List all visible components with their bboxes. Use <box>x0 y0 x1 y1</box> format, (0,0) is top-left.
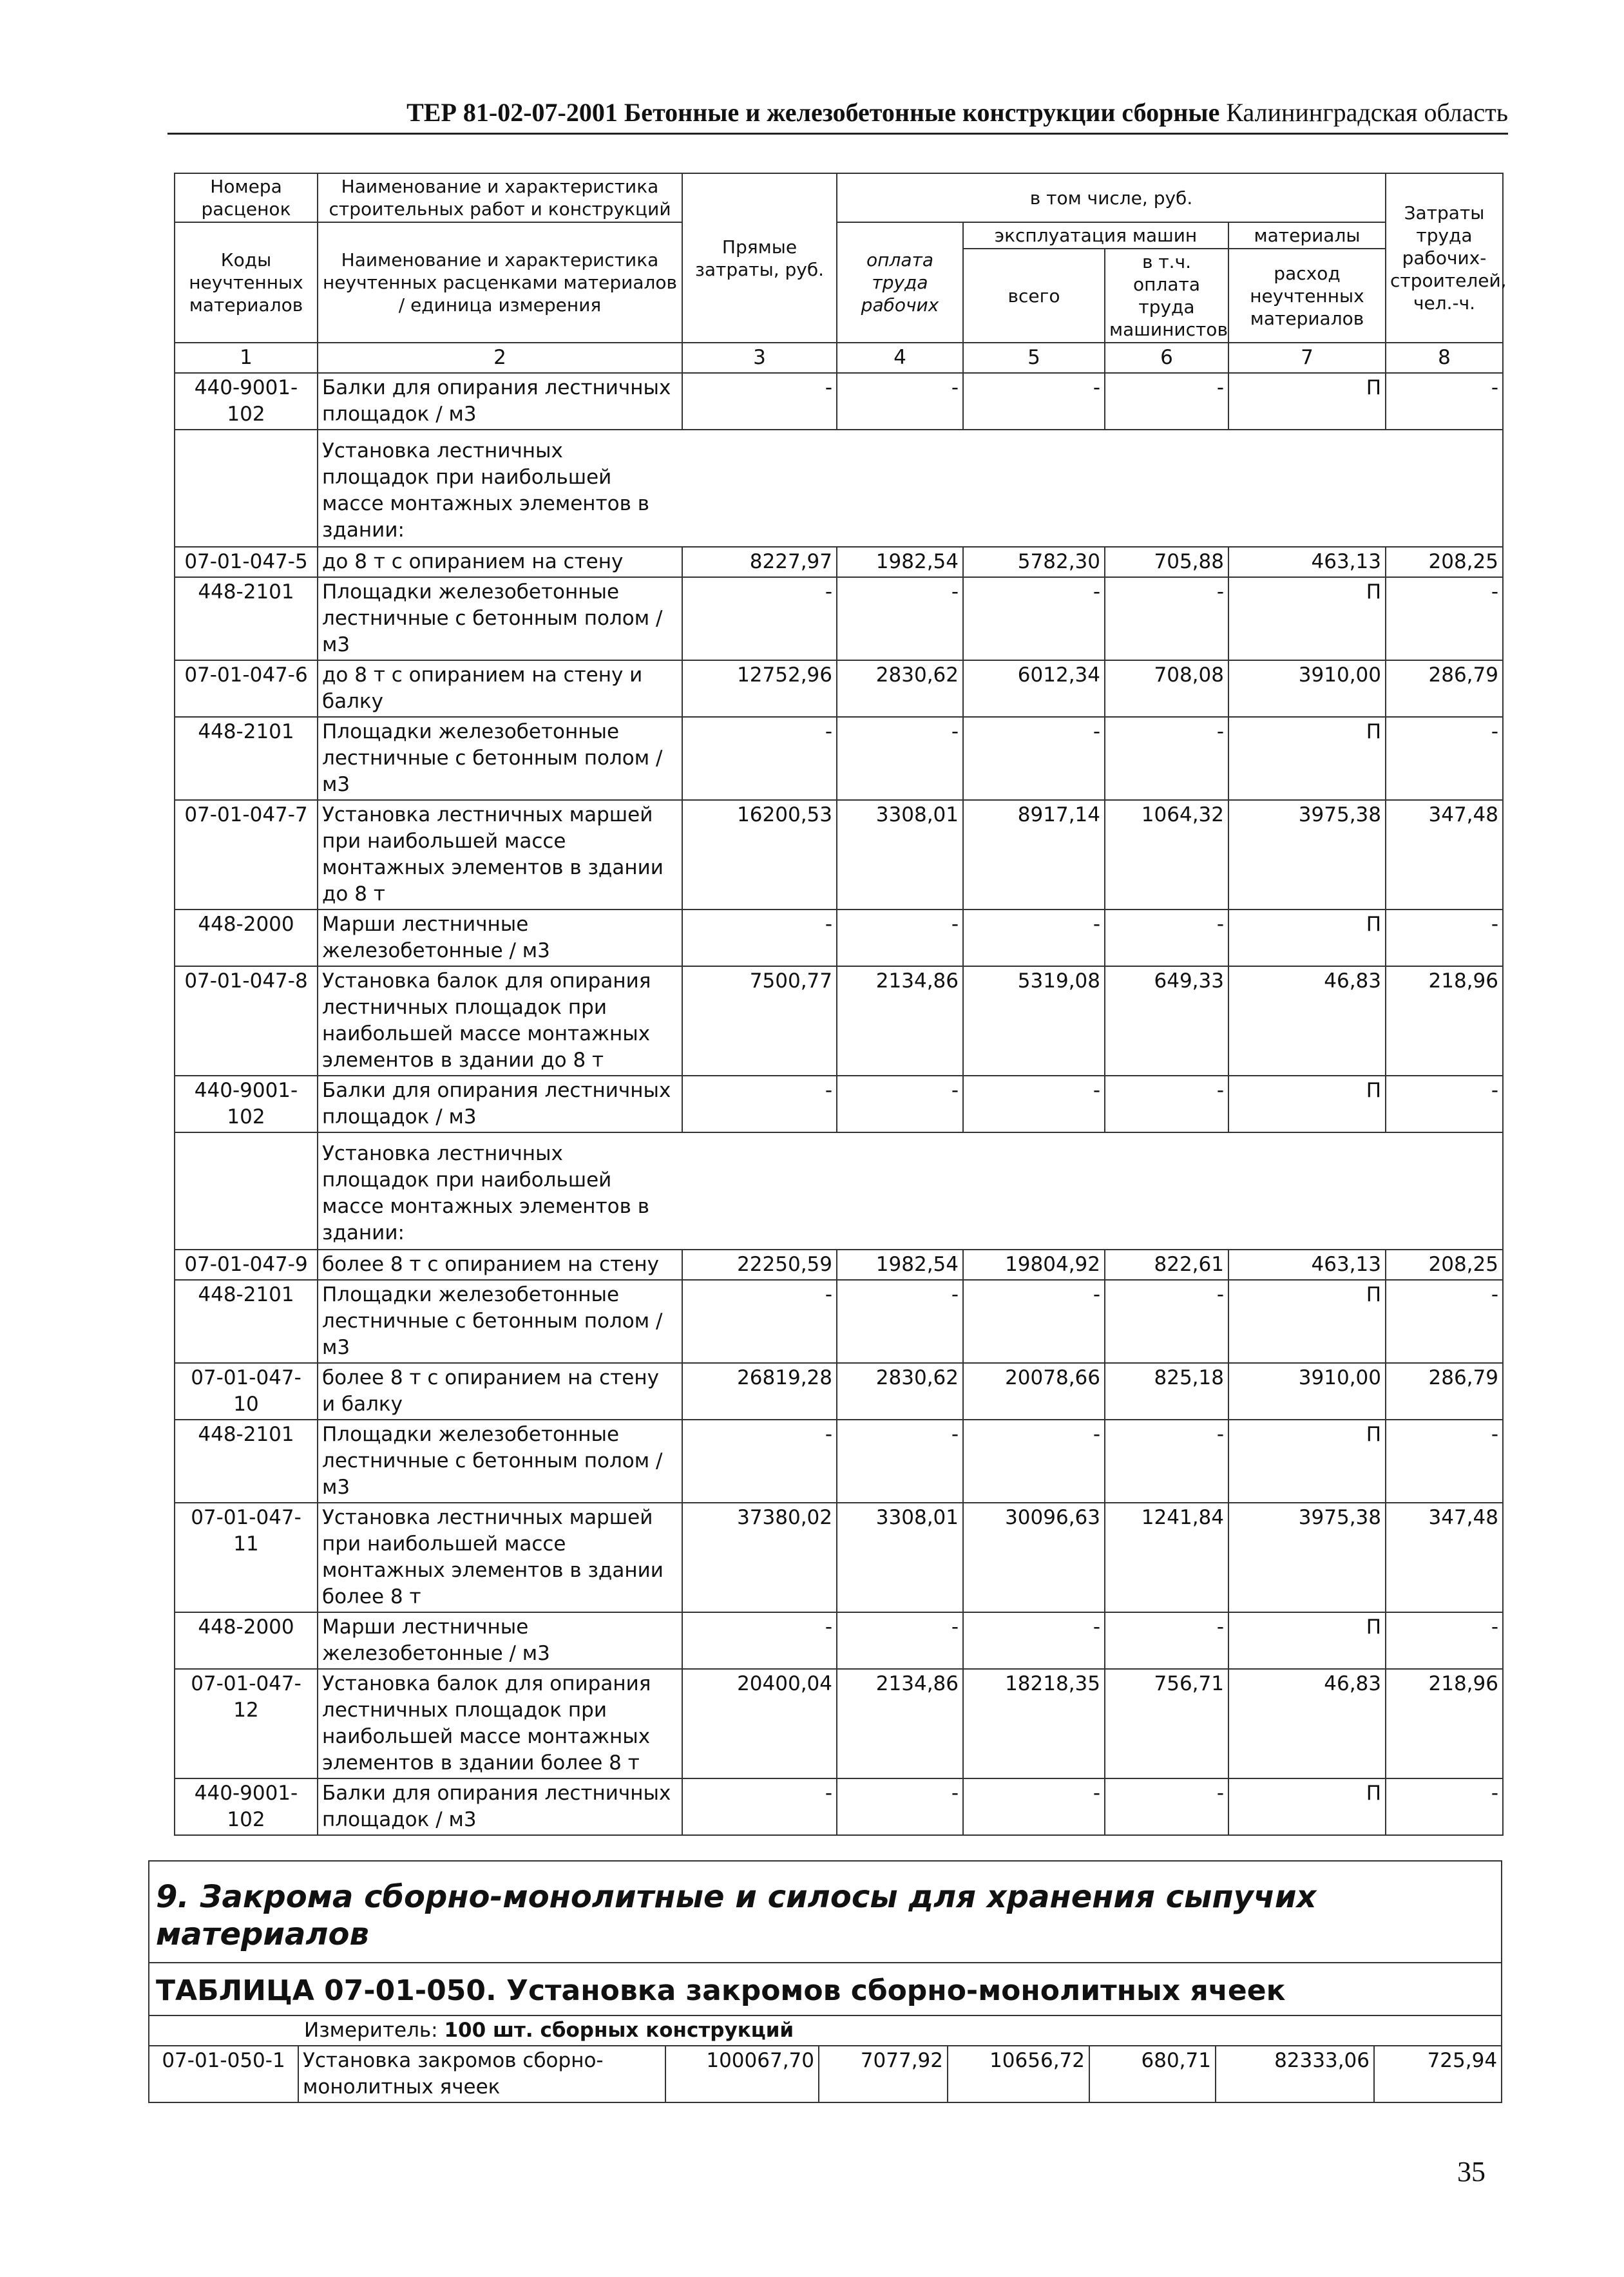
worker-pay: 2830,62 <box>837 660 963 717</box>
machine-total: 19804,92 <box>963 1250 1105 1280</box>
direct-costs: - <box>682 373 837 430</box>
worker-pay: 1982,54 <box>837 1250 963 1280</box>
header-cell-1: Номера расценок <box>175 173 318 222</box>
materials: 3975,38 <box>1228 1503 1386 1612</box>
machinist-pay: 705,88 <box>1105 547 1228 577</box>
labor-hours: 286,79 <box>1386 660 1503 717</box>
column-number: 2 <box>318 343 682 373</box>
direct-costs: - <box>682 717 837 800</box>
materials: П <box>1228 1280 1386 1363</box>
header-cell-2: Наименование и характеристика строительных работ и конструкций <box>318 173 682 222</box>
labor-hours: - <box>1386 1420 1503 1503</box>
table-row <box>175 1363 1503 1420</box>
work-name: Площадки железобетонные лестничные с бетонным полом / м3 <box>318 1280 682 1363</box>
labor-hours: - <box>1386 1280 1503 1363</box>
column-number-row <box>175 343 1503 373</box>
table-row <box>175 1280 1503 1363</box>
table-row <box>175 910 1503 966</box>
rate-code: 448-2101 <box>175 577 318 660</box>
table-row <box>175 1076 1503 1132</box>
column-number: 7 <box>1228 343 1386 373</box>
labor-hours: 286,79 <box>1386 1363 1503 1420</box>
machinist-pay: - <box>1105 1778 1228 1835</box>
machine-total: - <box>963 717 1105 800</box>
work-name: до 8 т с опиранием на стену <box>318 547 682 577</box>
labor-hours: - <box>1386 577 1503 660</box>
worker-pay: - <box>837 1778 963 1835</box>
work-name: Установка закромов сборно-монолитных ячеек <box>298 2046 665 2102</box>
group-heading <box>318 1132 1503 1250</box>
table-row <box>175 1503 1503 1612</box>
rate-code: 07-01-047-6 <box>175 660 318 717</box>
labor-hours: - <box>1386 1076 1503 1132</box>
machine-total: 8917,14 <box>963 800 1105 910</box>
machinist-pay: 708,08 <box>1105 660 1228 717</box>
header-row-2 <box>175 222 1503 249</box>
materials: П <box>1228 1420 1386 1503</box>
table-row <box>175 1420 1503 1503</box>
group-code-cell <box>175 430 318 547</box>
rate-code: 448-2101 <box>175 1280 318 1363</box>
machine-total: - <box>963 910 1105 966</box>
machine-total: 10656,72 <box>948 2046 1089 2102</box>
worker-pay: - <box>837 373 963 430</box>
worker-pay: - <box>837 1076 963 1132</box>
work-name: более 8 т с опиранием на стену <box>318 1250 682 1280</box>
rate-code: 448-2000 <box>175 1612 318 1669</box>
worker-pay: 2134,86 <box>837 966 963 1076</box>
work-name: Марши лестничные железобетонные / м3 <box>318 910 682 966</box>
table-row <box>175 373 1503 430</box>
column-number: 8 <box>1386 343 1503 373</box>
header-row-1 <box>175 173 1503 222</box>
table-row <box>175 800 1503 910</box>
group-row <box>175 430 1503 547</box>
work-name: Марши лестничные железобетонные / м3 <box>318 1612 682 1669</box>
direct-costs: 7500,77 <box>682 966 837 1076</box>
measure-text <box>149 2015 1502 2046</box>
machine-total: - <box>963 577 1105 660</box>
materials: 463,13 <box>1228 1250 1386 1280</box>
header-cell-4: оплата труда рабочих <box>837 222 963 343</box>
work-name: Установка лестничных маршей при наибольшей массе монтажных элементов в здании более 8 т <box>318 1503 682 1612</box>
rate-code: 440-9001-102 <box>175 1076 318 1132</box>
table-title-row <box>149 1963 1502 2015</box>
direct-costs: - <box>682 1612 837 1669</box>
table-title: ТАБЛИЦА 07-01-050. Установка закромов сборно-монолитных ячеек <box>149 1963 1502 2015</box>
labor-hours: 725,94 <box>1374 2046 1502 2102</box>
rate-code: 448-2101 <box>175 1420 318 1503</box>
direct-costs: 22250,59 <box>682 1250 837 1280</box>
worker-pay: - <box>837 1280 963 1363</box>
machinist-pay: 822,61 <box>1105 1250 1228 1280</box>
direct-costs: - <box>682 1280 837 1363</box>
machine-total: 20078,66 <box>963 1363 1105 1420</box>
machinist-pay: 756,71 <box>1105 1669 1228 1778</box>
table-row <box>149 2046 1502 2102</box>
header-cell-3: Прямые затраты, руб. <box>682 173 837 343</box>
materials: 3910,00 <box>1228 1363 1386 1420</box>
labor-hours: 218,96 <box>1386 1669 1503 1778</box>
section-9-table <box>148 1860 1502 2103</box>
header-materials: материалы <box>1228 222 1386 249</box>
worker-pay: 3308,01 <box>837 1503 963 1612</box>
header-included: в том числе, руб. <box>837 173 1386 222</box>
column-number: 6 <box>1105 343 1228 373</box>
header-cell-2b: Наименование и характеристика неучтенных расценками материалов / единица измерения <box>318 222 682 343</box>
machinist-pay: 680,71 <box>1089 2046 1216 2102</box>
rate-code: 07-01-047-8 <box>175 966 318 1076</box>
section-title-row <box>149 1861 1502 1963</box>
group-heading <box>318 430 1503 547</box>
machinist-pay: - <box>1105 577 1228 660</box>
machinist-pay: - <box>1105 717 1228 800</box>
worker-pay: 7077,92 <box>819 2046 948 2102</box>
direct-costs: - <box>682 1420 837 1503</box>
rates-table-body <box>175 173 1507 1835</box>
materials: 46,83 <box>1228 966 1386 1076</box>
direct-costs: - <box>682 910 837 966</box>
materials: 3910,00 <box>1228 660 1386 717</box>
labor-hours: 347,48 <box>1386 800 1503 910</box>
materials: П <box>1228 373 1386 430</box>
machine-total: 30096,63 <box>963 1503 1105 1612</box>
table-row <box>175 577 1503 660</box>
table-row <box>175 717 1503 800</box>
machine-total: 5319,08 <box>963 966 1105 1076</box>
header-cell-7: расход неучтенных материалов <box>1228 249 1386 343</box>
labor-hours: - <box>1386 1778 1503 1835</box>
direct-costs: 100067,70 <box>665 2046 819 2102</box>
work-name: более 8 т с опиранием на стену и балку <box>318 1363 682 1420</box>
materials: П <box>1228 577 1386 660</box>
machine-total: - <box>963 373 1105 430</box>
machinist-pay: 825,18 <box>1105 1363 1228 1420</box>
materials: П <box>1228 1076 1386 1132</box>
page-number: 35 <box>1457 2156 1485 2187</box>
table-row <box>175 966 1503 1076</box>
rate-code: 07-01-047-10 <box>175 1363 318 1420</box>
machinist-pay: 649,33 <box>1105 966 1228 1076</box>
rate-code: 440-9001-102 <box>175 1778 318 1835</box>
worker-pay: - <box>837 910 963 966</box>
machine-total: - <box>963 1280 1105 1363</box>
rate-code: 07-01-047-12 <box>175 1669 318 1778</box>
machinist-pay: 1241,84 <box>1105 1503 1228 1612</box>
work-name: до 8 т с опиранием на стену и балку <box>318 660 682 717</box>
worker-pay: 2134,86 <box>837 1669 963 1778</box>
direct-costs: 26819,28 <box>682 1363 837 1420</box>
materials: П <box>1228 1778 1386 1835</box>
labor-hours: - <box>1386 910 1503 966</box>
rate-code: 07-01-047-7 <box>175 800 318 910</box>
group-code-cell <box>175 1132 318 1250</box>
direct-costs: 20400,04 <box>682 1669 837 1778</box>
work-name: Балки для опирания лестничных площадок / м3 <box>318 373 682 430</box>
table-row <box>175 660 1503 717</box>
rate-code: 448-2000 <box>175 910 318 966</box>
direct-costs: 16200,53 <box>682 800 837 910</box>
header-machines: эксплуатация машин <box>963 222 1228 249</box>
group-heading-text: Установка лестничных площадок при наибольшей массе монтажных элементов в здании: <box>322 439 649 542</box>
worker-pay: 1982,54 <box>837 547 963 577</box>
labor-hours: 208,25 <box>1386 547 1503 577</box>
machinist-pay: - <box>1105 1280 1228 1363</box>
header-cell-1b: Коды неучтенных материалов <box>175 222 318 343</box>
work-name: Установка лестничных маршей при наибольшей массе монтажных элементов в здании до 8 т <box>318 800 682 910</box>
measure-value: 100 шт. сборных конструкций <box>444 2019 794 2042</box>
direct-costs: - <box>682 1076 837 1132</box>
materials: П <box>1228 717 1386 800</box>
labor-hours: - <box>1386 1612 1503 1669</box>
labor-hours: 218,96 <box>1386 966 1503 1076</box>
direct-costs: 37380,02 <box>682 1503 837 1612</box>
labor-hours: - <box>1386 373 1503 430</box>
labor-hours: - <box>1386 717 1503 800</box>
rate-code: 440-9001-102 <box>175 373 318 430</box>
work-name: Балки для опирания лестничных площадок / м3 <box>318 1076 682 1132</box>
group-row <box>175 1132 1503 1250</box>
header-cell-6: в т.ч. оплата труда машинистов <box>1105 249 1228 343</box>
materials: 3975,38 <box>1228 800 1386 910</box>
work-name: Установка балок для опирания лестничных площадок при наибольшей массе монтажных элементов в здании более 8 т <box>318 1669 682 1778</box>
direct-costs: - <box>682 577 837 660</box>
machine-total: - <box>963 1612 1105 1669</box>
document-title: ТЕР 81-02-07-2001 Бетонные и железобетонные конструкции сборные <box>406 98 1220 127</box>
machine-total: 6012,34 <box>963 660 1105 717</box>
work-name: Балки для опирания лестничных площадок / м3 <box>318 1778 682 1835</box>
rate-code: 07-01-047-11 <box>175 1503 318 1612</box>
column-number: 4 <box>837 343 963 373</box>
machine-total: 18218,35 <box>963 1669 1105 1778</box>
header-cell-5: всего <box>963 249 1105 343</box>
measure-row <box>149 2015 1502 2046</box>
page-header <box>167 97 1508 135</box>
labor-hours: 208,25 <box>1386 1250 1503 1280</box>
machinist-pay: - <box>1105 1612 1228 1669</box>
table-row <box>175 547 1503 577</box>
machinist-pay: - <box>1105 910 1228 966</box>
work-name: Площадки железобетонные лестничные с бетонным полом / м3 <box>318 577 682 660</box>
work-name: Площадки железобетонные лестничные с бетонным полом / м3 <box>318 717 682 800</box>
materials: 463,13 <box>1228 547 1386 577</box>
rate-code: 448-2101 <box>175 717 318 800</box>
machine-total: - <box>963 1778 1105 1835</box>
machinist-pay: - <box>1105 373 1228 430</box>
machinist-pay: - <box>1105 1420 1228 1503</box>
rate-code: 07-01-047-9 <box>175 1250 318 1280</box>
section-title: 9. Закрома сборно-монолитные и силосы для хранения сыпучих материалов <box>149 1861 1502 1963</box>
materials: 82333,06 <box>1216 2046 1374 2102</box>
machinist-pay: - <box>1105 1076 1228 1132</box>
direct-costs: - <box>682 1778 837 1835</box>
rate-code: 07-01-050-1 <box>149 2046 298 2102</box>
worker-pay: - <box>837 717 963 800</box>
column-number: 3 <box>682 343 837 373</box>
machine-total: - <box>963 1076 1105 1132</box>
direct-costs: 12752,96 <box>682 660 837 717</box>
group-heading-text: Установка лестничных площадок при наибольшей массе монтажных элементов в здании: <box>322 1142 649 1244</box>
rates-table <box>174 173 1507 1836</box>
worker-pay: - <box>837 1420 963 1503</box>
worker-pay: 3308,01 <box>837 800 963 910</box>
machinist-pay: 1064,32 <box>1105 800 1228 910</box>
work-name: Установка балок для опирания лестничных площадок при наибольшей массе монтажных элементов в здании до 8 т <box>318 966 682 1076</box>
materials: П <box>1228 910 1386 966</box>
worker-pay: - <box>837 577 963 660</box>
machine-total: 5782,30 <box>963 547 1105 577</box>
measure-label: Измеритель: <box>304 2019 438 2042</box>
labor-hours: 347,48 <box>1386 1503 1503 1612</box>
header-cell-8: Затраты труда рабочих-строителей, чел.-ч. <box>1386 173 1503 343</box>
work-name: Площадки железобетонные лестничные с бетонным полом / м3 <box>318 1420 682 1503</box>
column-number: 5 <box>963 343 1105 373</box>
table-row <box>175 1778 1503 1835</box>
worker-pay: 2830,62 <box>837 1363 963 1420</box>
table-row <box>175 1669 1503 1778</box>
region-label: Калининградская область <box>1226 98 1508 127</box>
materials: 46,83 <box>1228 1669 1386 1778</box>
rate-code: 07-01-047-5 <box>175 547 318 577</box>
direct-costs: 8227,97 <box>682 547 837 577</box>
worker-pay: - <box>837 1612 963 1669</box>
column-number: 1 <box>175 343 318 373</box>
table-row <box>175 1612 1503 1669</box>
table-row <box>175 1250 1503 1280</box>
materials: П <box>1228 1612 1386 1669</box>
machine-total: - <box>963 1420 1105 1503</box>
